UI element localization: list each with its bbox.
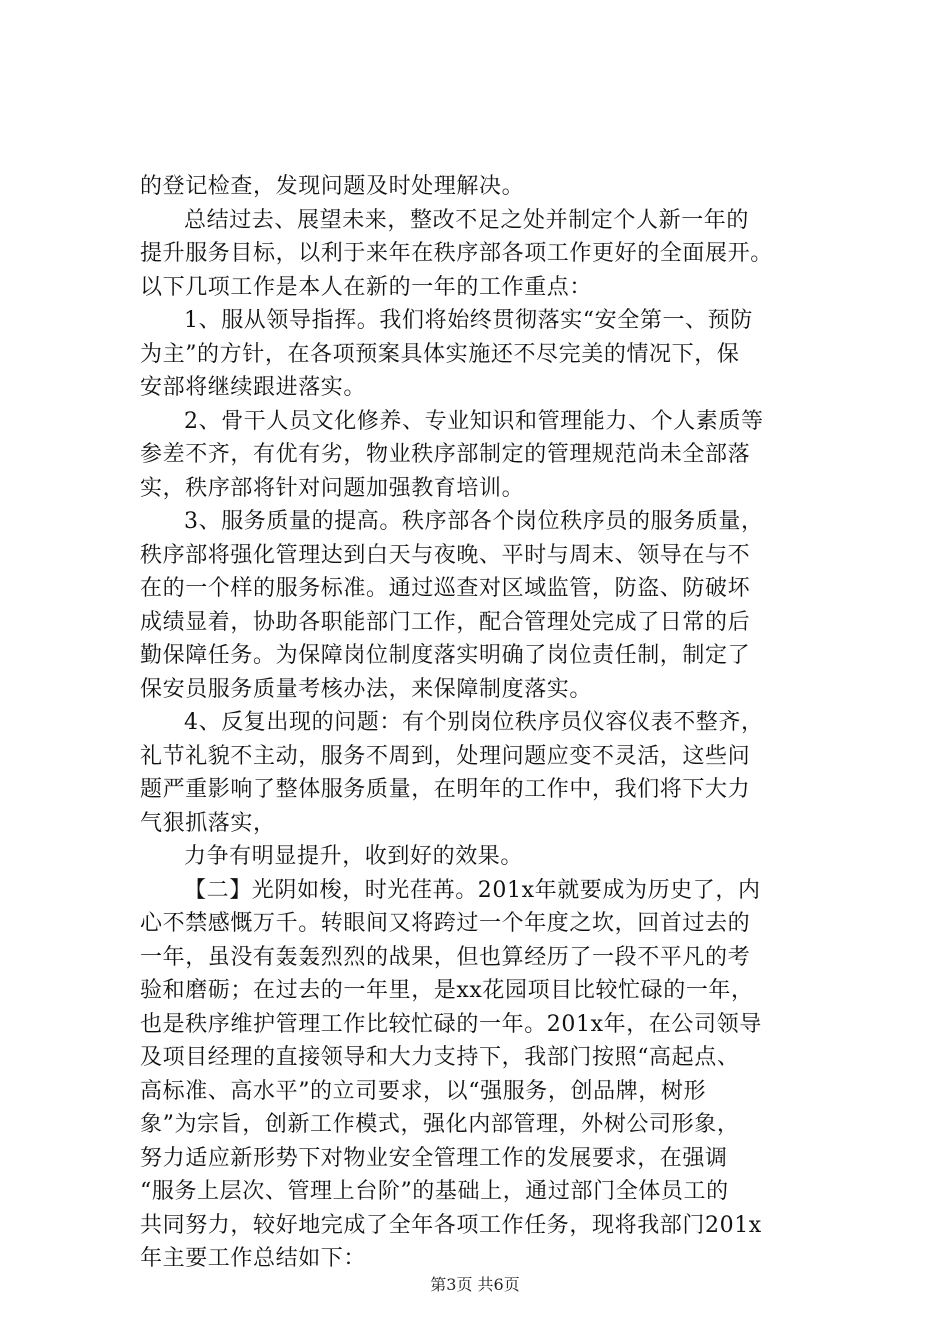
text-line: 验和磨砺；在过去的一年里，是xx花园项目比较忙碌的一年， [140,978,754,1003]
text-line: 实，秩序部将针对问题加强教育培训。 [140,475,525,501]
text-line: 象”为宗旨，创新工作模式，强化内部管理，外树公司形象， [140,1112,740,1137]
text-line: 参差不齐，有优有劣，物业秩序部制定的管理规范尚未全部落 [140,442,751,467]
text-line: 也是秩序维护管理工作比较忙碌的一年。201x年，在公司领导 [140,1011,762,1037]
text-line: 安部将继续跟进落实。 [140,375,367,400]
text-line: 成绩显着，协助各职能部门工作，配合管理处完成了日常的后 [140,609,751,635]
text-line: 礼节礼貌不主动，服务不周到，处理问题应变不灵活，这些问 [140,743,751,769]
text-line: 力争有明显提升，收到好的效果。 [184,844,524,869]
page-footer: 第3页 共6页 [430,1275,520,1294]
text-line: 共同努力，较好地完成了全年各项工作任务，现将我部门201x [140,1212,762,1238]
text-line: 1、服从领导指挥。我们将始终贯彻落实“安全第一、预防 [184,308,753,333]
text-line: 【二】光阴如梭，时光荏苒。201x年就要成为历史了，内 [184,877,761,903]
text-line: 秩序部将强化管理达到白天与夜晚、平时与周末、领导在与不 [140,542,751,568]
text-line: 总结过去、展望未来，整改不足之处并制定个人新一年的 [184,207,750,233]
text-line: 保安员服务质量考核办法，来保障制度落实。 [140,676,593,702]
text-line: 2、骨干人员文化修养、专业知识和管理能力、个人素质等 [184,408,764,434]
text-line: “服务上层次、管理上台阶”的基础上，通过部门全体员工的 [140,1179,729,1204]
text-line: 以下几项工作是本人在新的一年的工作重点： [140,274,593,300]
text-line: 一年，虽没有轰轰烈烈的战果，但也算经历了一段不平凡的考 [140,944,751,970]
text-line: 及项目经理的直接领导和大力支持下，我部门按照“高起点、 [140,1045,740,1070]
text-line: 4、反复出现的问题：有个别岗位秩序员仪容仪表不整齐， [184,710,764,735]
text-line: 3、服务质量的提高。秩序部各个岗位秩序员的服务质量， [184,509,764,534]
text-line: 气狠抓落实， [140,810,276,836]
text-line: 心不禁感慨万千。转眼间又将跨过一个年度之坎，回首过去的 [140,911,751,936]
text-line: 在的一个样的服务标准。通过巡查对区域监管，防盗、防破坏 [140,576,751,601]
text-line: 勤保障任务。为保障岗位制度落实明确了岗位责任制，制定了 [140,643,751,668]
text-line: 提升服务目标，以利于来年在秩序部各项工作更好的全面展开。 [140,241,773,266]
document-body [140,170,840,1276]
text-line: 的登记检查，发现问题及时处理解决。 [140,174,525,199]
text-line: 题严重影响了整体服务质量，在明年的工作中，我们将下大力 [140,777,751,802]
text-line: 年主要工作总结如下： [140,1246,367,1271]
text-line: 为主”的方针，在各项预案具体实施还不尽完美的情况下，保 [140,341,740,367]
text-line: 努力适应新形势下对物业安全管理工作的发展要求，在强调 [140,1145,728,1171]
text-line: 高标准、高水平”的立司要求，以“强服务，创品牌，树形 [140,1078,707,1104]
